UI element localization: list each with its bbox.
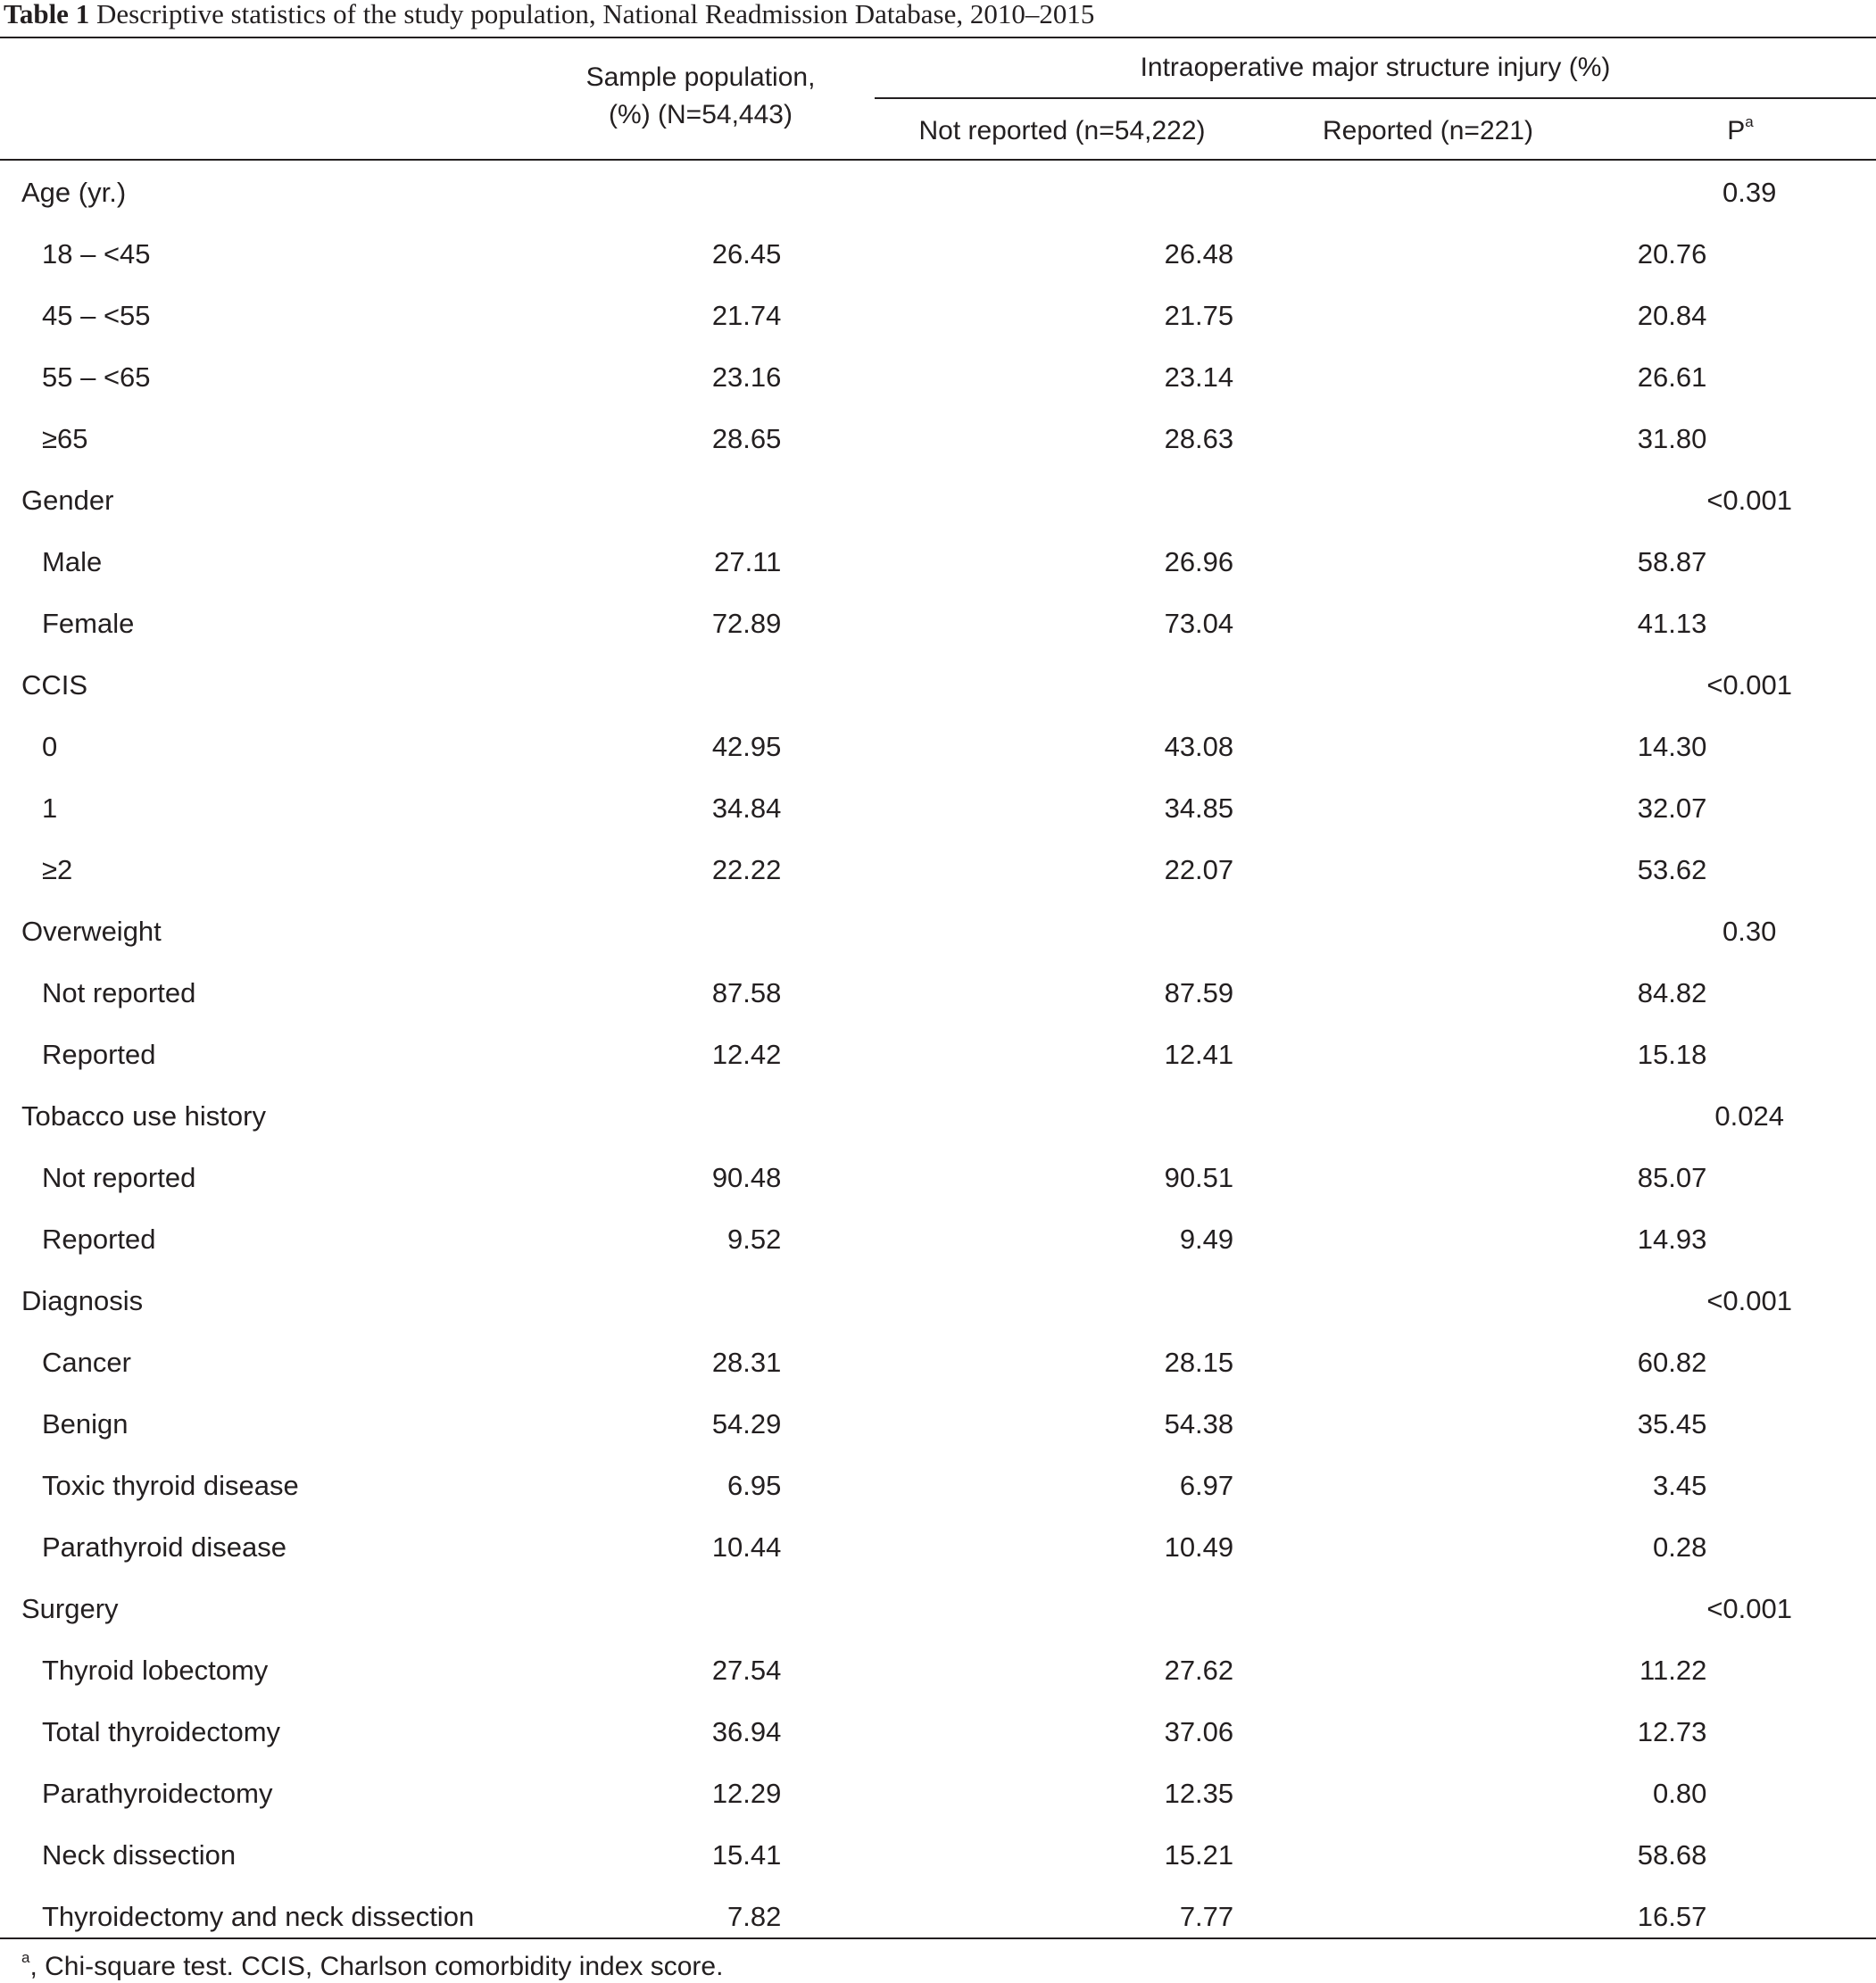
- table-row: [0, 839, 1876, 900]
- p-value: [1706, 285, 1876, 346]
- reported-value: 20.84: [1637, 299, 1707, 331]
- sample-population-value: 6.95: [727, 1469, 782, 1501]
- spacer: [781, 1393, 1118, 1455]
- row-label: Reported: [42, 1038, 156, 1070]
- sample-population-value: 21.74: [711, 299, 782, 331]
- spacer: [781, 1763, 1118, 1824]
- not-reported-value: 7.77: [1179, 1900, 1234, 1932]
- row-label: Overweight: [21, 915, 162, 947]
- spacer: [1233, 839, 1592, 900]
- reported-value: 31.80: [1637, 422, 1707, 454]
- table-row: [0, 1763, 1876, 1824]
- row-label: 1: [42, 792, 58, 824]
- not-reported-value: 54.38: [1164, 1407, 1234, 1440]
- sample-population-value: [661, 1270, 781, 1332]
- table-body: [0, 162, 1876, 1947]
- reported-value: 15.18: [1637, 1038, 1707, 1070]
- row-label: Not reported: [42, 976, 196, 1008]
- sample-population-value: [661, 654, 781, 716]
- row-label: Neck dissection: [42, 1838, 237, 1871]
- spacer: [1233, 1455, 1592, 1516]
- sample-population-value: 28.31: [711, 1346, 782, 1378]
- not-reported-value: 15.21: [1164, 1838, 1234, 1871]
- spacer: [781, 1824, 1118, 1886]
- top-rule: [0, 37, 1876, 38]
- spacer: [781, 654, 1118, 716]
- sample-population-value: 34.84: [711, 792, 782, 824]
- not-reported-value: 12.41: [1164, 1038, 1234, 1070]
- header-rule: [0, 159, 1876, 161]
- reported-value: 14.93: [1637, 1223, 1707, 1255]
- header-p-label: P: [1727, 116, 1746, 145]
- sample-population-value: 36.94: [711, 1715, 782, 1747]
- spacer: [781, 839, 1118, 900]
- spacer: [1233, 1578, 1592, 1639]
- p-value: [1706, 1024, 1876, 1085]
- sample-population-value: 7.82: [727, 1900, 782, 1932]
- reported-value: [1592, 1578, 1707, 1639]
- group-row: [0, 900, 1876, 962]
- reported-value: 58.68: [1637, 1838, 1707, 1871]
- reported-value: [1592, 654, 1707, 716]
- group-row: [0, 469, 1876, 531]
- row-label: Gender: [21, 484, 114, 516]
- not-reported-value: 22.07: [1164, 853, 1234, 885]
- spacer: [781, 1578, 1118, 1639]
- sample-population-value: 12.42: [711, 1038, 782, 1070]
- reported-value: 0.80: [1652, 1777, 1707, 1809]
- p-value: [1706, 408, 1876, 469]
- row-label: Diagnosis: [21, 1284, 144, 1316]
- spacer: [781, 1147, 1118, 1208]
- not-reported-value: 73.04: [1164, 607, 1234, 639]
- row-label: Parathyroidectomy: [42, 1777, 273, 1809]
- table-row: [0, 223, 1876, 285]
- reported-value: [1592, 1270, 1707, 1332]
- not-reported-value: 37.06: [1164, 1715, 1234, 1747]
- spacer: [781, 531, 1118, 593]
- reported-value: 0.28: [1652, 1531, 1707, 1563]
- spacer: [1233, 223, 1592, 285]
- group-rule: [875, 97, 1876, 99]
- table-row: [0, 1208, 1876, 1270]
- row-label: Parathyroid disease: [42, 1531, 286, 1563]
- table-row: [0, 285, 1876, 346]
- header-group-injury: Intraoperative major structure injury (%): [1140, 53, 1611, 82]
- table-label: Table 1: [4, 0, 90, 29]
- sample-population-value: 23.16: [711, 361, 782, 393]
- spacer: [781, 593, 1118, 654]
- spacer: [1233, 346, 1592, 408]
- group-row: [0, 162, 1876, 223]
- row-label: 45 – <55: [42, 299, 151, 331]
- reported-value: 85.07: [1637, 1161, 1707, 1193]
- p-value: [1706, 1147, 1876, 1208]
- sample-population-value: 72.89: [711, 607, 782, 639]
- not-reported-value: [1119, 654, 1234, 716]
- row-label: Surgery: [21, 1592, 119, 1624]
- not-reported-value: 90.51: [1164, 1161, 1234, 1193]
- table-row: [0, 593, 1876, 654]
- row-label: Tobacco use history: [21, 1099, 266, 1132]
- sample-population-value: [661, 1085, 781, 1147]
- not-reported-value: 12.35: [1164, 1777, 1234, 1809]
- group-row: [0, 654, 1876, 716]
- p-value: <0.001: [1706, 484, 1792, 516]
- row-label: Thyroid lobectomy: [42, 1654, 269, 1686]
- reported-value: 60.82: [1637, 1346, 1707, 1378]
- spacer: [781, 1639, 1118, 1701]
- spacer: [781, 716, 1118, 777]
- spacer: [781, 469, 1118, 531]
- sample-population-value: 9.52: [727, 1223, 782, 1255]
- reported-value: [1592, 1085, 1707, 1147]
- spacer: [781, 1701, 1118, 1763]
- p-value: [1706, 1824, 1876, 1886]
- table-row: [0, 962, 1876, 1024]
- row-label: Reported: [42, 1223, 156, 1255]
- header-p-value: [1696, 112, 1785, 150]
- reported-value: 3.45: [1652, 1469, 1707, 1501]
- spacer: [1233, 1701, 1592, 1763]
- not-reported-value: [1119, 900, 1234, 962]
- sample-population-value: [661, 162, 781, 223]
- p-value: [1706, 1455, 1876, 1516]
- p-value: [1706, 531, 1876, 593]
- row-label: Female: [42, 607, 135, 639]
- p-value: [1706, 1639, 1876, 1701]
- table-row: [0, 346, 1876, 408]
- table-row: [0, 1455, 1876, 1516]
- row-label: 0: [42, 730, 58, 762]
- not-reported-value: 10.49: [1164, 1531, 1234, 1563]
- not-reported-value: [1119, 162, 1234, 223]
- not-reported-value: 28.63: [1164, 422, 1234, 454]
- reported-value: 32.07: [1637, 792, 1707, 824]
- reported-value: [1592, 900, 1707, 962]
- p-value: 0.024: [1714, 1099, 1784, 1132]
- reported-value: 26.61: [1637, 361, 1707, 393]
- not-reported-value: [1119, 1085, 1234, 1147]
- reported-value: 53.62: [1637, 853, 1707, 885]
- header-sample-line2: (%) (N=54,443): [609, 100, 793, 129]
- spacer: [781, 1208, 1118, 1270]
- footnote-superscript: a: [21, 1949, 30, 1966]
- spacer: [1233, 1085, 1592, 1147]
- spacer: [781, 408, 1118, 469]
- spacer: [1233, 1516, 1592, 1578]
- spacer: [1233, 285, 1592, 346]
- table-row: [0, 1147, 1876, 1208]
- row-label: 55 – <65: [42, 361, 151, 393]
- table-row: [0, 1701, 1876, 1763]
- group-row: [0, 1578, 1876, 1639]
- sample-population-value: [661, 469, 781, 531]
- p-value: [1706, 1516, 1876, 1578]
- p-value: [1706, 1393, 1876, 1455]
- not-reported-value: 9.49: [1179, 1223, 1234, 1255]
- sample-population-value: 27.11: [714, 545, 782, 577]
- p-value: [1706, 1701, 1876, 1763]
- p-value: [1706, 1763, 1876, 1824]
- reported-value: 84.82: [1637, 976, 1707, 1008]
- row-label: Not reported: [42, 1161, 196, 1193]
- spacer: [1233, 1270, 1592, 1332]
- row-label: Age (yr.): [21, 176, 127, 208]
- table-row: [0, 408, 1876, 469]
- spacer: [1233, 962, 1592, 1024]
- reported-value: 41.13: [1637, 607, 1707, 639]
- p-value: [1706, 777, 1876, 839]
- table-title: Descriptive statistics of the study population, National Readmission Database, 2010–2015: [95, 0, 1095, 29]
- spacer: [781, 900, 1118, 962]
- spacer: [1233, 1639, 1592, 1701]
- header-not-reported: Not reported (n=54,222): [918, 116, 1206, 145]
- reported-value: 20.76: [1637, 237, 1707, 270]
- p-value: [1706, 593, 1876, 654]
- table-row: [0, 1024, 1876, 1085]
- table-row: [0, 1824, 1876, 1886]
- spacer: [1233, 1147, 1592, 1208]
- table-row: [0, 1393, 1876, 1455]
- sample-population-value: [661, 900, 781, 962]
- p-value: <0.001: [1706, 1592, 1792, 1624]
- bottom-rule: [0, 1937, 1876, 1939]
- spacer: [781, 346, 1118, 408]
- table-row: [0, 1516, 1876, 1578]
- spacer: [1233, 1024, 1592, 1085]
- row-label: ≥65: [42, 422, 88, 454]
- not-reported-value: [1119, 1270, 1234, 1332]
- reported-value: 11.22: [1639, 1654, 1707, 1686]
- p-value: [1706, 346, 1876, 408]
- table-row: [0, 1639, 1876, 1701]
- spacer: [1233, 593, 1592, 654]
- row-label: CCIS: [21, 668, 88, 701]
- footnote: [21, 1951, 723, 1983]
- not-reported-value: 34.85: [1164, 792, 1234, 824]
- p-value: <0.001: [1706, 668, 1792, 701]
- group-row: [0, 1085, 1876, 1147]
- not-reported-value: 26.48: [1164, 237, 1234, 270]
- not-reported-value: 43.08: [1164, 730, 1234, 762]
- spacer: [781, 1516, 1118, 1578]
- header-reported: Reported (n=221): [1323, 116, 1533, 145]
- spacer: [781, 1085, 1118, 1147]
- spacer: [781, 162, 1118, 223]
- spacer: [781, 223, 1118, 285]
- row-label: Benign: [42, 1407, 129, 1440]
- not-reported-value: 27.62: [1164, 1654, 1234, 1686]
- sample-population-value: 42.95: [711, 730, 782, 762]
- not-reported-value: 28.15: [1164, 1346, 1234, 1378]
- header-p-superscript: a: [1745, 113, 1754, 130]
- table-row: [0, 1332, 1876, 1393]
- p-value: <0.001: [1706, 1284, 1792, 1316]
- reported-value: 16.57: [1637, 1900, 1707, 1932]
- group-row: [0, 1270, 1876, 1332]
- sample-population-value: 15.41: [711, 1838, 782, 1871]
- table-row: [0, 531, 1876, 593]
- row-label: Male: [42, 545, 103, 577]
- spacer: [1233, 777, 1592, 839]
- spacer: [781, 1455, 1118, 1516]
- spacer: [1233, 900, 1592, 962]
- p-value: [1706, 962, 1876, 1024]
- not-reported-value: 6.97: [1179, 1469, 1234, 1501]
- row-label: Toxic thyroid disease: [42, 1469, 299, 1501]
- spacer: [781, 962, 1118, 1024]
- header-sample-line1: Sample population,: [585, 62, 816, 92]
- spacer: [1233, 408, 1592, 469]
- row-label: 18 – <45: [42, 237, 151, 270]
- reported-value: 12.73: [1637, 1715, 1707, 1747]
- spacer: [1233, 1763, 1592, 1824]
- spacer: [1233, 654, 1592, 716]
- sample-population-value: 22.22: [711, 853, 782, 885]
- not-reported-value: 87.59: [1164, 976, 1234, 1008]
- row-label: Total thyroidectomy: [42, 1715, 281, 1747]
- spacer: [1233, 531, 1592, 593]
- not-reported-value: 21.75: [1164, 299, 1234, 331]
- spacer: [781, 1332, 1118, 1393]
- spacer: [1233, 1824, 1592, 1886]
- spacer: [781, 777, 1118, 839]
- spacer: [781, 285, 1118, 346]
- reported-value: [1592, 469, 1707, 531]
- sample-population-value: 10.44: [711, 1531, 782, 1563]
- p-value: [1706, 1208, 1876, 1270]
- sample-population-value: [661, 1578, 781, 1639]
- reported-value: 14.30: [1637, 730, 1707, 762]
- p-value: [1706, 1332, 1876, 1393]
- sample-population-value: 28.65: [711, 422, 782, 454]
- not-reported-value: [1119, 469, 1234, 531]
- row-label: Cancer: [42, 1346, 131, 1378]
- p-value: [1706, 839, 1876, 900]
- sample-population-value: 27.54: [711, 1654, 782, 1686]
- row-label: Thyroidectomy and neck dissection: [42, 1900, 475, 1932]
- sample-population-value: 54.29: [711, 1407, 782, 1440]
- footnote-text: , Chi-square test. CCIS, Charlson comorbidity index score.: [29, 1952, 724, 1981]
- row-label: ≥2: [42, 853, 73, 885]
- reported-value: 58.87: [1637, 545, 1707, 577]
- p-value: 0.39: [1722, 176, 1777, 208]
- sample-population-value: 90.48: [711, 1161, 782, 1193]
- reported-value: 35.45: [1637, 1407, 1707, 1440]
- sample-population-value: 12.29: [711, 1777, 782, 1809]
- data-table: [0, 162, 1876, 1947]
- reported-value: [1592, 162, 1707, 223]
- table-row: [0, 716, 1876, 777]
- header-sample-population: [535, 59, 866, 134]
- not-reported-value: [1119, 1578, 1234, 1639]
- spacer: [781, 1024, 1118, 1085]
- spacer: [1233, 162, 1592, 223]
- not-reported-value: 26.96: [1164, 545, 1234, 577]
- spacer: [781, 1270, 1118, 1332]
- spacer: [1233, 1332, 1592, 1393]
- p-value: [1706, 716, 1876, 777]
- table-caption: [4, 0, 1094, 30]
- spacer: [1233, 1393, 1592, 1455]
- spacer: [1233, 469, 1592, 531]
- p-value: 0.30: [1722, 915, 1777, 947]
- spacer: [1233, 1208, 1592, 1270]
- p-value: [1706, 223, 1876, 285]
- table-row: [0, 777, 1876, 839]
- sample-population-value: 87.58: [711, 976, 782, 1008]
- spacer: [1233, 716, 1592, 777]
- not-reported-value: 23.14: [1164, 361, 1234, 393]
- sample-population-value: 26.45: [711, 237, 782, 270]
